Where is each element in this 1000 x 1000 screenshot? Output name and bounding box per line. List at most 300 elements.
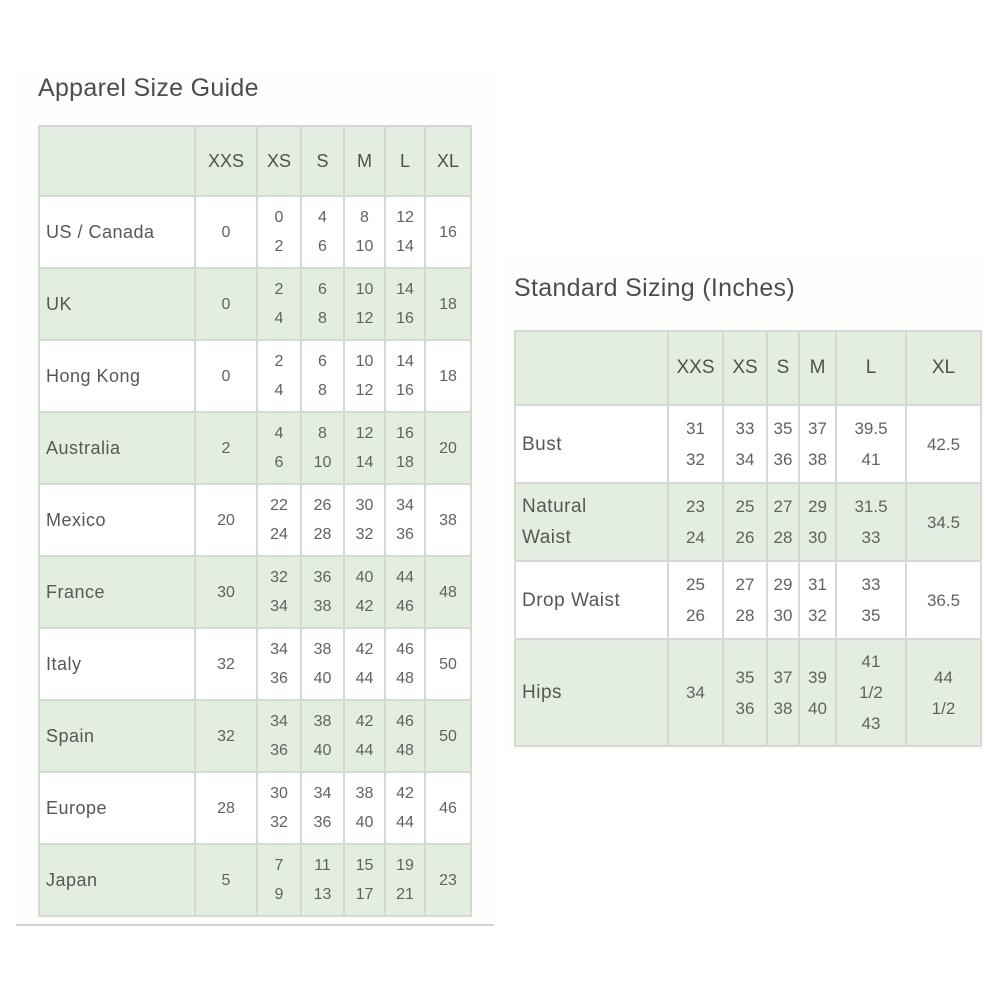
size-value: 22 <box>270 497 288 514</box>
size-cell <box>257 844 301 916</box>
size-values <box>386 635 424 693</box>
size-value: 0 <box>221 295 231 313</box>
size-value: 12 <box>355 425 374 442</box>
size-value: 28 <box>735 606 755 625</box>
size-values <box>800 662 835 724</box>
size-cell <box>385 772 425 844</box>
size-cell <box>344 484 385 556</box>
row-label: Hong Kong <box>39 340 195 412</box>
size-value: 25 <box>686 575 705 594</box>
size-cell <box>195 412 257 484</box>
row-label: UK <box>39 268 195 340</box>
size-values <box>196 866 256 895</box>
size-cell <box>344 268 385 340</box>
size-values <box>426 434 470 463</box>
size-value: 33 <box>861 575 881 594</box>
size-cell <box>385 556 425 628</box>
header-row <box>515 331 981 405</box>
header-l: L <box>836 331 906 405</box>
size-values <box>258 779 300 837</box>
size-cell <box>301 844 344 916</box>
size-cell <box>385 196 425 268</box>
size-value: 35 <box>773 419 793 438</box>
table-row <box>39 484 471 556</box>
size-value: 46 <box>396 713 414 730</box>
size-value: 33 <box>735 419 755 438</box>
table-row <box>515 561 981 639</box>
size-cell <box>301 268 344 340</box>
row-label-line: Drop Waist <box>522 589 621 611</box>
row-label-line: Bust <box>522 433 563 455</box>
size-value: 28 <box>313 526 332 543</box>
size-values <box>196 218 256 247</box>
size-value: 38 <box>439 511 457 529</box>
size-value: 34 <box>270 713 288 730</box>
row-label: Italy <box>39 628 195 700</box>
size-cell <box>425 700 471 772</box>
row-label: Mexico <box>39 484 195 556</box>
size-value: 34 <box>270 598 288 615</box>
size-value: 10 <box>355 238 374 255</box>
table-row <box>39 268 471 340</box>
size-cell <box>836 405 906 483</box>
size-cell <box>344 340 385 412</box>
size-cell <box>385 628 425 700</box>
size-value: 4 <box>318 209 327 226</box>
size-values <box>345 491 384 549</box>
size-cell <box>799 483 836 561</box>
size-values <box>345 851 384 909</box>
size-value: 0 <box>274 209 284 226</box>
size-values <box>426 722 470 751</box>
size-value: 31 <box>686 419 705 438</box>
size-values <box>907 507 980 538</box>
size-value: 4 <box>274 382 284 399</box>
size-values <box>345 707 384 765</box>
row-label <box>515 483 668 561</box>
size-value: 44 <box>355 742 374 759</box>
size-values <box>837 491 905 553</box>
standard-sizing-table <box>514 330 982 747</box>
size-cell <box>425 772 471 844</box>
size-values <box>724 569 766 631</box>
size-values <box>386 779 424 837</box>
size-values <box>345 563 384 621</box>
size-value: 41 <box>861 450 881 469</box>
size-value: 30 <box>808 528 827 547</box>
size-value: 11 <box>314 857 331 874</box>
row-label: US / Canada <box>39 196 195 268</box>
size-value: 14 <box>396 353 414 370</box>
size-value: 36 <box>313 814 332 831</box>
size-value: 21 <box>396 886 414 903</box>
header-xs: XS <box>723 331 767 405</box>
size-value: 42 <box>355 598 374 615</box>
size-value: 24 <box>270 526 288 543</box>
size-value: 13 <box>313 886 332 903</box>
header-row <box>39 126 471 196</box>
size-cell <box>257 196 301 268</box>
size-cell <box>906 561 981 639</box>
size-values <box>302 563 343 621</box>
size-cell <box>257 700 301 772</box>
size-value: 42.5 <box>926 434 961 454</box>
size-value: 20 <box>439 439 457 457</box>
size-values <box>724 662 766 724</box>
table-row <box>39 772 471 844</box>
row-label <box>515 405 668 483</box>
size-values <box>837 646 905 739</box>
size-values <box>768 569 798 631</box>
size-values <box>345 419 384 477</box>
size-value: 42 <box>355 713 374 730</box>
size-value: 2 <box>274 281 284 298</box>
row-label: Japan <box>39 844 195 916</box>
size-value: 34 <box>313 785 332 802</box>
size-values <box>426 794 470 823</box>
size-values <box>302 779 343 837</box>
size-value: 10 <box>355 353 374 370</box>
header-xxs: XXS <box>668 331 723 405</box>
size-cell <box>767 639 799 746</box>
size-values <box>669 413 722 475</box>
size-value: 34 <box>735 450 755 469</box>
size-value: 30 <box>773 606 793 625</box>
size-value: 8 <box>318 382 327 399</box>
size-value: 10 <box>313 454 332 471</box>
size-values <box>768 413 798 475</box>
header-xxs: XXS <box>195 126 257 196</box>
size-cell <box>385 340 425 412</box>
size-values <box>302 635 343 693</box>
size-value: 18 <box>396 454 414 471</box>
size-values <box>386 491 424 549</box>
size-cell <box>385 484 425 556</box>
size-value: 37 <box>773 667 793 687</box>
size-value: 8 <box>318 310 327 327</box>
size-value: 46 <box>396 641 414 658</box>
size-values <box>800 491 835 553</box>
header-corner <box>515 331 668 405</box>
table-row <box>515 483 981 561</box>
size-cell <box>385 844 425 916</box>
size-value: 38 <box>313 598 332 615</box>
size-value: 36 <box>270 742 288 759</box>
size-value: 17 <box>355 886 374 903</box>
size-values <box>196 434 256 463</box>
size-value: 36 <box>313 569 332 586</box>
size-value: 40 <box>355 569 374 586</box>
size-values <box>669 677 722 708</box>
size-cell <box>425 196 471 268</box>
size-value: 38 <box>355 785 374 802</box>
size-values <box>302 347 343 405</box>
size-value: 39 <box>808 667 827 687</box>
size-cell <box>767 483 799 561</box>
size-cell <box>425 268 471 340</box>
row-label: Spain <box>39 700 195 772</box>
size-value: 50 <box>439 655 457 673</box>
size-values <box>258 347 300 405</box>
size-value: 2 <box>221 439 231 457</box>
size-value: 44 <box>934 667 953 687</box>
size-value: 0 <box>221 367 231 385</box>
size-values <box>345 203 384 261</box>
size-value: 0 <box>221 223 231 241</box>
size-values <box>669 491 722 553</box>
size-value: 16 <box>439 223 457 241</box>
size-values <box>426 866 470 895</box>
size-cell <box>195 844 257 916</box>
size-cell <box>257 412 301 484</box>
size-value: 29 <box>773 575 793 594</box>
size-value: 8 <box>318 425 327 442</box>
size-values <box>258 635 300 693</box>
size-values <box>258 851 300 909</box>
size-cell <box>344 628 385 700</box>
size-cell <box>257 484 301 556</box>
size-value: 27 <box>773 497 793 516</box>
size-value: 41 <box>861 652 881 671</box>
size-value: 27 <box>735 575 755 594</box>
size-value: 26 <box>686 606 705 625</box>
size-values <box>302 275 343 333</box>
size-value: 34.5 <box>926 512 961 532</box>
size-value: 6 <box>318 238 327 255</box>
table-row <box>39 700 471 772</box>
size-cell <box>767 405 799 483</box>
size-value: 31 <box>808 575 827 594</box>
size-values <box>386 275 424 333</box>
size-cell <box>195 340 257 412</box>
row-label: Australia <box>39 412 195 484</box>
size-value: 36.5 <box>926 590 961 610</box>
size-values <box>258 491 300 549</box>
size-value: 28 <box>773 528 793 547</box>
size-values <box>426 506 470 535</box>
size-value: 30 <box>270 785 288 802</box>
size-values <box>800 413 835 475</box>
size-values <box>258 419 300 477</box>
size-values <box>386 851 424 909</box>
row-label <box>515 639 668 746</box>
size-value: 35 <box>861 606 881 625</box>
size-cell <box>723 483 767 561</box>
size-value: 20 <box>217 511 235 529</box>
row-label: Europe <box>39 772 195 844</box>
header-xs: XS <box>257 126 301 196</box>
size-values <box>386 203 424 261</box>
size-values <box>196 362 256 391</box>
size-value: 34 <box>396 497 414 514</box>
size-values <box>724 413 766 475</box>
size-cell <box>344 556 385 628</box>
size-cell <box>799 639 836 746</box>
size-cell <box>195 556 257 628</box>
size-cell <box>195 484 257 556</box>
size-cell <box>425 556 471 628</box>
row-label: France <box>39 556 195 628</box>
size-value: 18 <box>439 367 457 385</box>
size-values <box>302 491 343 549</box>
size-values <box>426 362 470 391</box>
size-value: 1/2 <box>859 683 883 702</box>
size-values <box>302 707 343 765</box>
size-value: 8 <box>360 209 369 226</box>
size-value: 36 <box>396 526 414 543</box>
size-cell <box>723 639 767 746</box>
size-value: 5 <box>221 871 231 889</box>
size-value: 26 <box>735 528 755 547</box>
size-cell <box>301 700 344 772</box>
size-cell <box>344 772 385 844</box>
size-cell <box>301 556 344 628</box>
size-values <box>302 419 343 477</box>
size-value: 40 <box>355 814 374 831</box>
size-value: 7 <box>274 857 284 874</box>
size-value: 30 <box>217 583 235 601</box>
size-cell <box>195 196 257 268</box>
size-value: 50 <box>439 727 457 745</box>
size-value: 4 <box>274 310 284 327</box>
size-value: 2 <box>274 238 284 255</box>
size-value: 42 <box>355 641 374 658</box>
size-values <box>768 491 798 553</box>
size-values <box>258 563 300 621</box>
size-value: 38 <box>313 641 332 658</box>
size-values <box>907 662 980 724</box>
size-cell <box>301 412 344 484</box>
size-value: 32 <box>217 727 235 745</box>
size-cell <box>906 405 981 483</box>
size-values <box>302 203 343 261</box>
size-cell <box>385 412 425 484</box>
size-value: 1/2 <box>931 698 956 718</box>
header-s: S <box>767 331 799 405</box>
size-cell <box>723 405 767 483</box>
size-values <box>196 290 256 319</box>
header-m: M <box>799 331 836 405</box>
size-value: 14 <box>355 454 374 471</box>
size-value: 36 <box>735 698 755 718</box>
size-cell <box>301 772 344 844</box>
size-value: 32 <box>270 814 288 831</box>
size-value: 2 <box>274 353 284 370</box>
size-value: 18 <box>439 295 457 313</box>
size-value: 43 <box>861 714 881 733</box>
table-row <box>515 405 981 483</box>
size-values <box>345 275 384 333</box>
size-values <box>907 585 980 616</box>
size-value: 38 <box>808 450 827 469</box>
size-value: 9 <box>274 886 284 903</box>
size-value: 48 <box>396 670 414 687</box>
size-value: 37 <box>808 419 827 438</box>
size-value: 32 <box>270 569 288 586</box>
size-value: 6 <box>318 353 327 370</box>
size-cell <box>257 268 301 340</box>
size-cell <box>425 484 471 556</box>
size-cell <box>668 483 723 561</box>
header-corner <box>39 126 195 196</box>
size-value: 29 <box>808 497 827 516</box>
size-value: 36 <box>270 670 288 687</box>
size-values <box>258 203 300 261</box>
size-value: 40 <box>808 698 827 718</box>
size-values <box>196 578 256 607</box>
size-cell <box>301 196 344 268</box>
size-cell <box>836 639 906 746</box>
size-value: 12 <box>355 382 374 399</box>
size-value: 40 <box>313 742 332 759</box>
size-value: 34 <box>686 683 705 702</box>
size-value: 23 <box>439 871 457 889</box>
table-row <box>39 196 471 268</box>
size-cell <box>195 700 257 772</box>
row-label-line: Waist <box>522 527 572 548</box>
size-value: 12 <box>355 310 374 327</box>
size-value: 35 <box>735 667 755 687</box>
size-values <box>386 347 424 405</box>
size-value: 31.5 <box>854 497 888 516</box>
size-values <box>258 707 300 765</box>
size-cell <box>799 405 836 483</box>
size-cell <box>425 412 471 484</box>
size-value: 33 <box>861 528 881 547</box>
size-cell <box>836 483 906 561</box>
size-value: 38 <box>313 713 332 730</box>
header-l: L <box>385 126 425 196</box>
size-cell <box>425 628 471 700</box>
size-value: 44 <box>396 569 414 586</box>
size-cell <box>668 561 723 639</box>
size-value: 32 <box>355 526 374 543</box>
size-values <box>907 429 980 460</box>
size-value: 46 <box>396 598 414 615</box>
size-value: 24 <box>686 528 705 547</box>
size-cell <box>301 484 344 556</box>
size-value: 38 <box>773 698 793 718</box>
size-values <box>768 662 798 724</box>
size-values <box>386 419 424 477</box>
apparel-size-table <box>38 125 472 917</box>
size-values <box>837 413 905 475</box>
size-value: 32 <box>686 450 705 469</box>
size-value: 12 <box>396 209 414 226</box>
size-values <box>345 779 384 837</box>
row-label-line: Hips <box>522 682 563 703</box>
size-values <box>426 578 470 607</box>
size-cell <box>301 340 344 412</box>
size-cell <box>799 561 836 639</box>
size-cell <box>257 556 301 628</box>
size-cell <box>301 628 344 700</box>
header-s: S <box>301 126 344 196</box>
size-value: 46 <box>439 799 457 817</box>
size-value: 6 <box>274 454 284 471</box>
size-value: 32 <box>217 655 235 673</box>
size-values <box>345 635 384 693</box>
standard-sizing-title: Standard Sizing (Inches) <box>514 274 795 302</box>
size-values <box>345 347 384 405</box>
size-cell <box>425 844 471 916</box>
size-cell <box>257 772 301 844</box>
row-label-line: Natural <box>522 496 587 517</box>
size-value: 30 <box>355 497 374 514</box>
size-value: 16 <box>396 310 414 327</box>
size-cell <box>767 561 799 639</box>
size-cell <box>723 561 767 639</box>
